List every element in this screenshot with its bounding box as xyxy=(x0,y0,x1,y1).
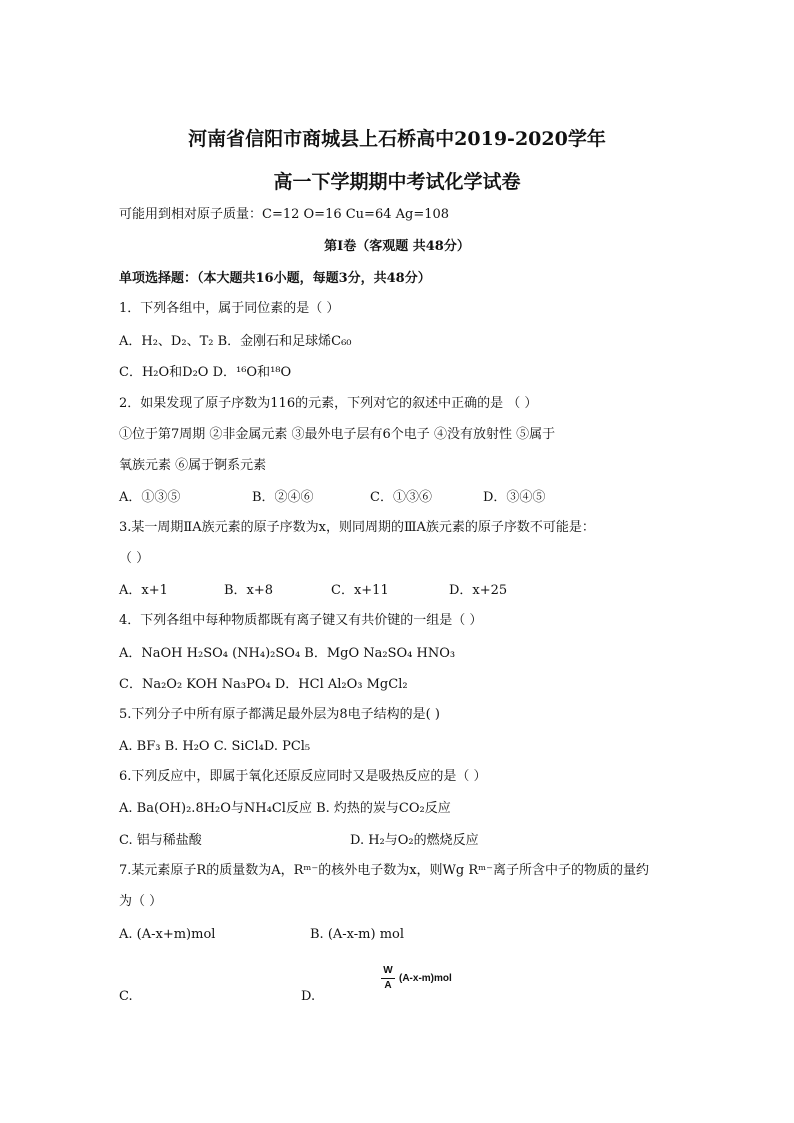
q4-stem: 4．下列各组中每种物质都既有离子键又有共价键的一组是（ ） xyxy=(119,613,483,628)
q2-option-c: C．①③⑥ xyxy=(370,490,432,505)
fraction-denominator: A xyxy=(384,980,392,991)
q2-statements-1: ①位于第7周期 ②非金属元素 ③最外电子层有6个电子 ④没有放射性 ⑤属于 xyxy=(119,427,556,442)
q7-options-ab xyxy=(0,926,794,944)
q7-option-b: B. (A-x-m) mol xyxy=(310,927,405,942)
section-heading: 单项选择题：（本大题共16小题，每题3分，共48分） xyxy=(119,271,431,286)
q2-option-a: A．①③⑤ xyxy=(119,490,181,505)
q7-stem-1: 7.某元素原子R的质量数为A，Rᵐ⁻的核外电子数为x，则Wg Rᵐ⁻离子所含中子的物质的量约 xyxy=(119,863,649,878)
q7-options-cd xyxy=(0,988,794,1006)
exam-title-line-1: 河南省信阳市商城县上石桥高中2019-2020学年 xyxy=(188,128,606,150)
q7-stem-2: 为（ ） xyxy=(119,894,163,909)
q6-option-c: C. 铝与稀盐酸 xyxy=(119,833,202,848)
exam-title-line-2: 高一下学期期中考试化学试卷 xyxy=(273,171,521,193)
q5-options: A. BF₃ B. H₂O C. SiCl₄D. PCl₅ xyxy=(119,739,311,754)
q3-option-b: B．x+8 xyxy=(224,583,274,598)
q1-stem: 1．下列各组中，属于同位素的是（ ） xyxy=(119,301,340,316)
q7-option-c: C. xyxy=(119,989,133,1004)
q3-option-c: C．x+11 xyxy=(331,583,389,598)
q2-statements-2: 氧族元素 ⑥属于锕系元素 xyxy=(119,458,267,473)
part1-heading: 第Ⅰ卷（客观题 共48分） xyxy=(324,239,470,254)
q3-paren: （ ） xyxy=(119,551,150,566)
q3-option-d: D．x+25 xyxy=(449,583,508,598)
q4-options-ab: A．NaOH H₂SO₄ (NH₄)₂SO₄ B．MgO Na₂SO₄ HNO₃ xyxy=(119,646,456,661)
q2-option-d: D．③④⑤ xyxy=(483,490,546,505)
q6-options-ab: A. Ba(OH)₂.8H₂O与NH₄Cl反应 B. 灼热的炭与CO₂反应 xyxy=(119,801,451,816)
atomic-masses: 可能用到相对原子质量：C=12 O=16 Cu=64 Ag=108 xyxy=(119,207,450,222)
q6-options-cd xyxy=(0,832,794,850)
q1-options-cd: C．H₂O和D₂O D．¹⁶O和¹⁸O xyxy=(119,365,292,380)
q3-options xyxy=(0,582,794,600)
q4-options-cd: C．Na₂O₂ KOH Na₃PO₄ D．HCl Al₂O₃ MgCl₂ xyxy=(119,677,408,692)
q5-stem: 5.下列分子中所有原子都满足最外层为8电子结构的是( ) xyxy=(119,707,440,722)
q2-option-b: B．②④⑥ xyxy=(252,490,314,505)
q3-option-a: A．x+1 xyxy=(119,583,168,598)
q2-stem: 2．如果发现了原子序数为116的元素，下列对它的叙述中正确的是 （ ） xyxy=(119,396,538,411)
q6-stem: 6.下列反应中，即属于氧化还原反应同时又是吸热反应的是（ ） xyxy=(119,769,487,784)
q2-options xyxy=(0,489,794,507)
q7-option-d: D. xyxy=(301,989,316,1004)
q1-options-ab: A．H₂、D₂、T₂ B．金刚石和足球烯C₆₀ xyxy=(119,334,352,349)
q7-option-a: A. (A-x+m)mol xyxy=(119,927,216,942)
q6-option-d: D. H₂与O₂的燃烧反应 xyxy=(350,833,479,848)
q3-stem: 3.某一周期ⅡA族元素的原子序数为x，则同周期的ⅢA族元素的原子序数不可能是： xyxy=(119,520,595,535)
fraction-tail: (A-x-m)mol xyxy=(399,973,452,984)
fraction-numerator: W xyxy=(383,965,393,976)
fraction-bar xyxy=(381,978,395,979)
